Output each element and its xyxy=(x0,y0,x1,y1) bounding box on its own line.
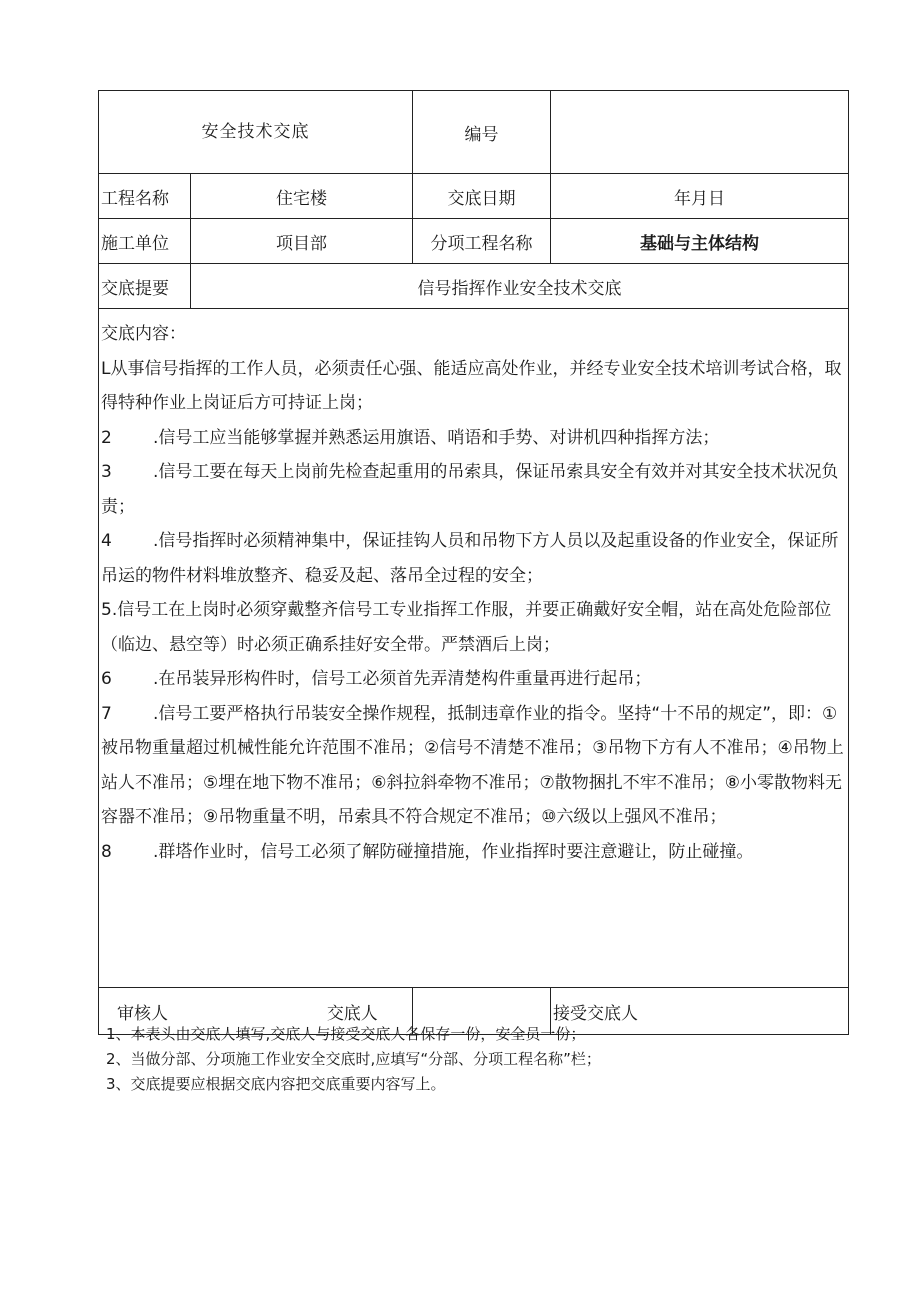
item-text: .信号工应当能够掌握并熟悉运用旗语、哨语和手势、对讲机四种指挥方法； xyxy=(153,427,720,448)
item-text: 从事信号指挥的工作人员，必须责任心强、能适应高处作业，并经专业安全技术培训考试合格，取得特种作业上岗证后方可持证上岗； xyxy=(101,358,842,413)
item-number: 2 xyxy=(101,427,112,448)
subitem-name-value: 基础与主体结构 xyxy=(551,219,849,264)
item-text: .信号工要严格执行吊装安全操作规程，抵制违章作业的指令。坚持“十不吊的规定”，即：①被吊物重量超过机械性能允许范围不准吊；②信号不清楚不准吊；③吊物下方有人不准吊；④吊物上站人不准吊；⑤埋在地下物不准吊；⑥斜拉斜牵物不准吊；⑦散物捆扎不牢不准吊；⑧小零散物料无容器不准吊；⑨吊物重量不明，吊索具不符合规定不准吊；⑩六级以上强风不准吊； xyxy=(101,703,844,827)
footnotes xyxy=(106,1022,601,1097)
content-heading: 交底内容： xyxy=(101,324,186,344)
form-title: 安全技术交底 xyxy=(99,91,413,174)
number-label: 编号 xyxy=(413,91,551,174)
item-text: .群塔作业时，信号工必须了解防碰撞措施，作业指挥时要注意避让，防止碰撞。 xyxy=(153,841,754,862)
summary-label: 交底提要 xyxy=(99,264,191,309)
footnote: 2、当做分部、分项施工作业安全交底时,应填写“分部、分项工程名称”栏； xyxy=(106,1050,601,1068)
item-number: 5 xyxy=(101,600,112,620)
content-item xyxy=(101,835,846,870)
item-text: .在吊装异形构件时，信号工必须首先弄清楚构件重量再进行起吊； xyxy=(153,669,652,689)
content-item xyxy=(101,455,846,524)
item-number: 3 xyxy=(101,462,112,482)
item-number: 4 xyxy=(101,531,112,551)
disclosure-form xyxy=(98,90,848,1035)
footnote: 3、交底提要应根据交底内容把交底重要内容写上。 xyxy=(106,1075,446,1093)
construction-unit-value: 项目部 xyxy=(191,219,413,264)
reviewer-label: 审核人 xyxy=(117,1003,168,1024)
construction-unit-label: 施工单位 xyxy=(99,219,191,264)
discloser-label: 交底人 xyxy=(326,1003,378,1024)
content-item xyxy=(101,593,846,662)
item-number: 8 xyxy=(101,841,112,862)
project-name-value: 住宅楼 xyxy=(191,174,413,219)
content-item xyxy=(101,524,846,593)
item-number: 6 xyxy=(101,669,112,689)
content-item xyxy=(101,421,846,456)
form-table xyxy=(98,90,849,1035)
content-item xyxy=(101,352,846,421)
footnote: 1、本表头由交底人填写,交底人与接受交底人各保存一份，安全员一份； xyxy=(106,1025,586,1043)
summary-value: 信号指挥作业安全技术交底 xyxy=(191,264,849,309)
content-item xyxy=(101,662,846,697)
disclosure-date-value: 年月日 xyxy=(551,174,849,219)
disclosure-date-label: 交底日期 xyxy=(413,174,551,219)
item-text: .信号指挥时必须精神集中，保证挂钩人员和吊物下方人员以及起重设备的作业安全，保证所吊运的物件材料堆放整齐、稳妥及起、落吊全过程的安全； xyxy=(101,531,839,586)
receiver-label: 接受交底人 xyxy=(551,988,849,1035)
item-text: .信号工要在每天上岗前先检查起重用的吊索具，保证吊索具安全有效并对其安全技术状况负责； xyxy=(101,462,839,517)
item-number: L xyxy=(101,358,111,379)
item-number: 7 xyxy=(101,703,112,724)
number-value[interactable] xyxy=(551,91,849,174)
content-item xyxy=(101,697,846,835)
project-name-label: 工程名称 xyxy=(99,174,191,219)
content-cell xyxy=(99,309,849,988)
item-text: .信号工在上岗时必须穿戴整齐信号工专业指挥工作服，并要正确戴好安全帽，站在高处危险部位（临边、悬空等）时必须正确系挂好安全带。严禁酒后上岗； xyxy=(101,600,832,655)
subitem-name-label: 分项工程名称 xyxy=(413,219,551,264)
